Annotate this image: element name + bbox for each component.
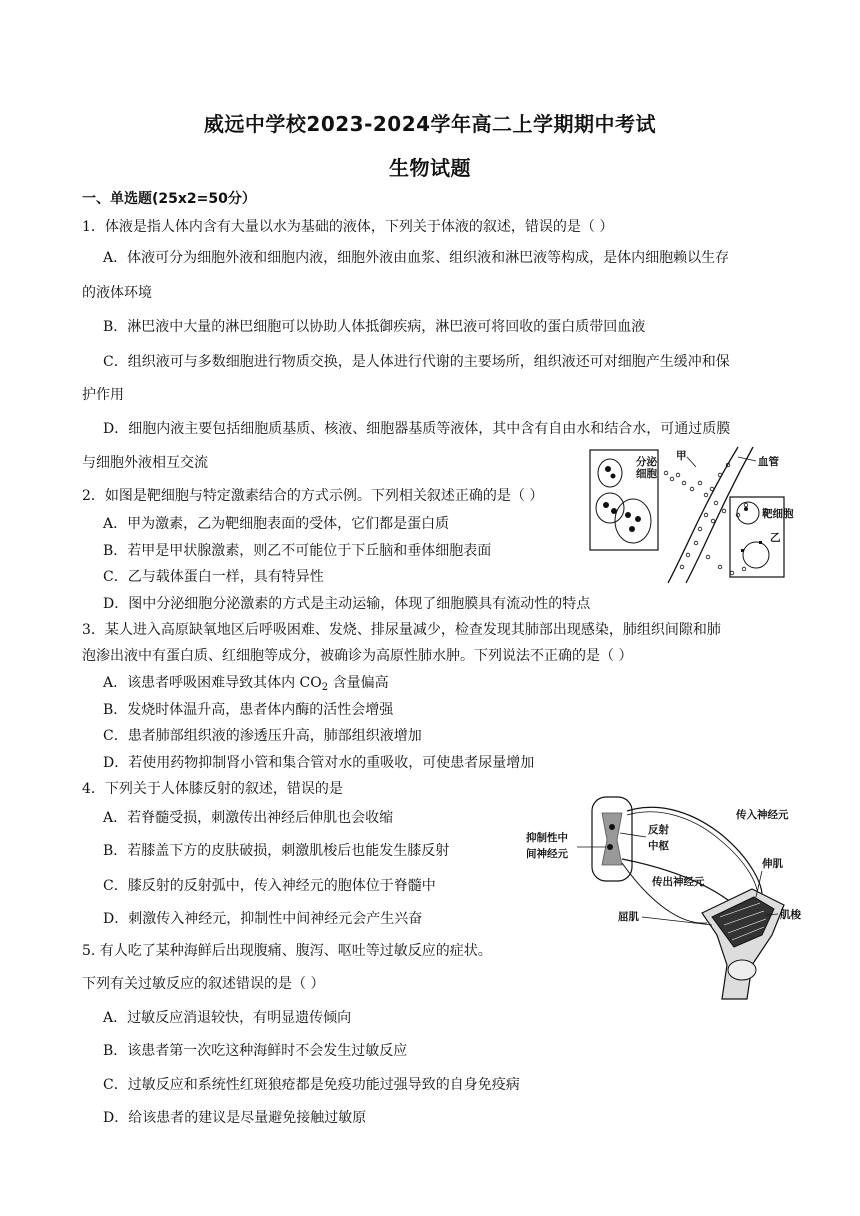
q5-option-c: C．过敏反应和系统性红斑狼疮都是免疫功能过强导致的自身免疫病 [103, 1077, 520, 1093]
q4-option-a: A．若脊髓受损，刺激传出神经后伸肌也会收缩 [103, 810, 394, 826]
q3-option-a: A．该患者呼吸困难导致其体内 $CO_2$ 含量偏高 [103, 675, 389, 693]
q5-stem-line1: 5. 有人吃了某种海鲜后出现腹痛、腹泻、呕吐等过敏反应的症状。 [82, 943, 492, 959]
q4-option-b: B．若膝盖下方的皮肤破损，刺激肌梭后也能发生膝反射 [103, 843, 450, 859]
q5-option-d: D．给该患者的建议是尽量避免接触过敏原 [103, 1110, 367, 1126]
q1-option-c-line1: C．组织液可与多数细胞进行物质交换，是人体进行代谢的主要场所，组织液还可对细胞产生缓冲和保 [103, 354, 730, 370]
label-afferent: 传入神经元 [736, 809, 789, 821]
q1-option-a-line2: 的液体环境 [82, 285, 152, 301]
hormone-binding-figure [588, 445, 794, 585]
label-flexor: 屈肌 [618, 911, 639, 923]
q5-stem-line2: 下列有关过敏反应的叙述错误的是（ ） [82, 976, 325, 992]
label-yi: 乙 [770, 532, 781, 544]
q4-option-c: C．膝反射的反射弧中，传入神经元的胞体位于脊髓中 [103, 878, 436, 894]
q1-option-d-line1: D．细胞内液主要包括细胞质基质、核液、细胞器基质等液体，其中含有自由水和结合水，可通过质膜 [103, 421, 731, 437]
q3-option-d: D．若使用药物抑制肾小管和集合管对水的重吸收，可使患者尿量增加 [103, 755, 535, 771]
label-inhibitory-1: 抑制性中 [526, 832, 568, 844]
q1-option-c-line2: 护作用 [82, 387, 124, 403]
label-efferent: 传出神经元 [652, 876, 705, 888]
label-inhibitory-2: 间神经元 [526, 848, 568, 860]
label-center-1: 反射 [648, 824, 669, 836]
exam-title: 威远中学校2023-2024学年高二上学期期中考试 [203, 112, 657, 136]
q5-option-b: B．该患者第一次吃这种海鲜时不会发生过敏反应 [103, 1043, 408, 1059]
q3-option-b: B．发烧时体温升高，患者体内酶的活性会增强 [103, 702, 394, 718]
q4-stem: 4．下列关于人体膝反射的叙述，错误的是 [82, 781, 343, 797]
q1-option-a-line1: A．体液可分为细胞外液和细胞内液，细胞外液由血浆、组织液和淋巴液等构成，是体内细胞赖以生存 [103, 250, 730, 266]
label-spindle: 肌梭 [780, 909, 801, 921]
q1-option-d-line2: 与细胞外液相互交流 [82, 455, 208, 471]
q2-option-a: A．甲为激素，乙为靶细胞表面的受体，它们都是蛋白质 [103, 516, 450, 532]
label-center-2: 中枢 [648, 840, 669, 852]
label-extensor: 伸肌 [762, 858, 783, 870]
q2-option-b: B．若甲是甲状腺激素，则乙不可能位于下丘脑和垂体细胞表面 [103, 543, 492, 559]
q1-option-b: B．淋巴液中大量的淋巴细胞可以协助人体抵御疾病，淋巴液可将回收的蛋白质带回血液 [103, 319, 646, 335]
label-secretory-2: 细胞 [636, 468, 657, 480]
label-secretory-1: 分泌 [636, 456, 657, 468]
vessel-wall-left [668, 447, 738, 583]
q4-option-d: D．刺激传入神经元，抑制性中间神经元会产生兴奋 [103, 911, 423, 927]
q5-option-a: A．过敏反应消退较快，有明显遗传倾向 [103, 1010, 352, 1026]
q2-stem: 2．如图是靶细胞与特定激素结合的方式示例。下列相关叙述正确的是（ ） [82, 488, 544, 504]
q3-stem-line2: 泡渗出液中有蛋白质、红细胞等成分，被确诊为高原性肺水肿。下列说法不正确的是（ ） [82, 648, 633, 664]
q3-stem-line1: 3．某人进入高原缺氧地区后呼吸困难、发烧、排尿量减少，检查发现其肺部出现感染，肺组织间隙和肺 [82, 622, 721, 638]
gray-matter [602, 813, 622, 865]
vessel-wall-right [686, 447, 753, 583]
exam-subtitle: 生物试题 [389, 156, 471, 180]
label-target: 靶细胞 [762, 508, 794, 520]
knee-cap [728, 960, 756, 980]
q1-stem: 1．体液是指人体内含有大量以水为基础的液体，下列关于体液的叙述，错误的是（ ） [82, 219, 614, 235]
q2-option-d: D．图中分泌细胞分泌激素的方式是主动运输，体现了细胞膜具有流动性的特点 [103, 596, 591, 612]
label-jia: 甲 [676, 450, 687, 462]
q2-option-c: C．乙与载体蛋白一样，具有特异性 [103, 569, 324, 585]
section-heading: 一、单选题(25x2=50分） [82, 191, 256, 207]
q3-option-c: C．患者肺部组织液的渗透压升高，肺部组织液增加 [103, 728, 422, 744]
label-vessel: 血管 [758, 456, 779, 468]
knee-reflex-figure [522, 785, 812, 1000]
